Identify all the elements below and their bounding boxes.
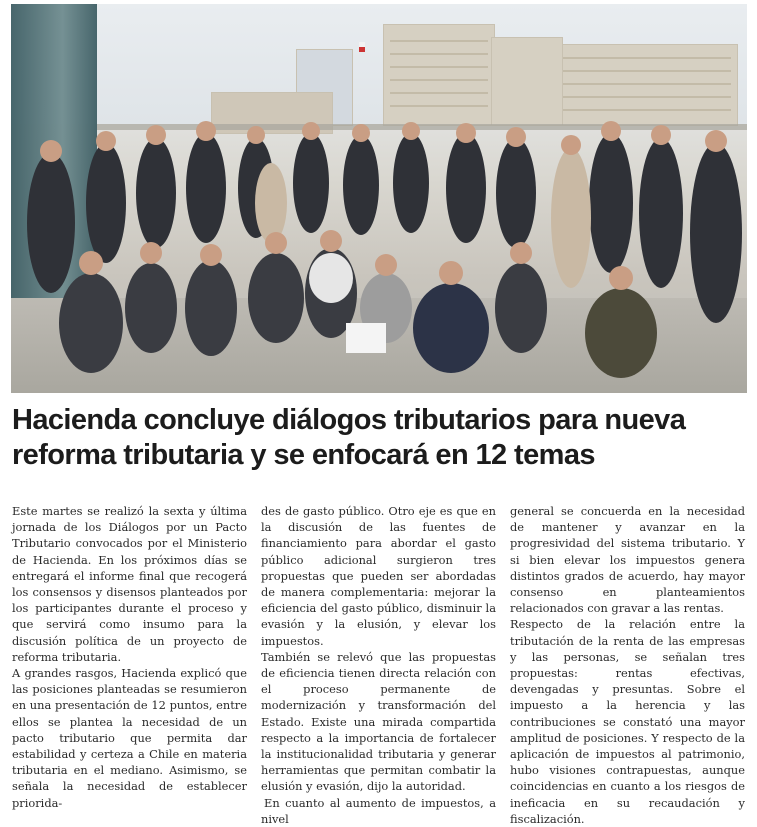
group-photo — [11, 4, 747, 393]
article-paragraph: A grandes rasgos, Hacienda explicó que las posiciones planteadas se resumieron en una presentación de 12 puntos, entre ellos se plantea la necesidad de un pacto tributario que permita dar estabilidad y certeza a Chile en materia tributaria en el mediano. Asimismo, se señala la necesidad de establecer priorida- — [12, 666, 247, 810]
headline-line-2: reforma tributaria y se enfocará en 12 temas — [12, 439, 595, 471]
flag — [359, 42, 365, 52]
article-paragraph: general se concuerda en la necesidad de mantener y avanzar en la progresividad del sistema tributario. Y si bien elevar los impuestos genera distintos grados de acuerdo, hay mayor consenso en planteamientos relacionados con gravar a las rentas. — [510, 504, 745, 616]
headline-line-1: Hacienda concluye diálogos tributarios para nueva — [12, 404, 686, 436]
article-paragraph: des de gasto público. Otro eje es que en la discusión de las fuentes de financiamiento para abordar el gasto público adicional surgieron tres propuestas que pueden ser abordadas de manera complementaria: mejorar la eficiencia del gasto público, disminuir la evasión y la elusión, y elevar los impuestos. — [261, 504, 496, 648]
article-column-1 — [12, 503, 247, 810]
article-column-2 — [261, 503, 496, 826]
article-paragraph: Este martes se realizó la sexta y última jornada de los Diálogos por un Pacto Tributario convocados por el Ministerio de Hacienda. En los próximos días se entregará el informe final que recogerá los consensos y disensos planteados por los participantes durante el proceso y que servirá como insumo para la discusión política de un proyecto de reforma tributaria. — [12, 504, 247, 664]
article-paragraph: También se relevó que las propuestas de eficiencia tienen directa relación con el proceso permanente de modernización y transformación del Estado. Existe una mirada compartida respecto a la importancia de fortalecer la institucionalidad tributaria y generar herramientas que permitan combatir la elusión y evasión, dijo la autoridad. — [261, 649, 496, 794]
headline — [12, 403, 747, 473]
group-of-people — [11, 93, 747, 393]
article-body — [12, 503, 747, 826]
article-column-3 — [510, 503, 745, 826]
article-paragraph: En cuanto al aumento de impuestos, a nivel — [261, 795, 496, 826]
article-paragraph: Respecto de la relación entre la tributación de la renta de las empresas y las personas, se señalan tres propuestas: rentas efectivas, devengadas y presuntas. Sobre el impuesto a la herencia y las contribuciones se constató una mayor amplitud de posiciones. Y respecto de la aplicación de impuestos al patrimonio, hubo visiones contrapuestas, aunque coincidencias en cuanto a los riesgos de ineficacia en su recaudación y fiscalización. — [510, 617, 745, 826]
